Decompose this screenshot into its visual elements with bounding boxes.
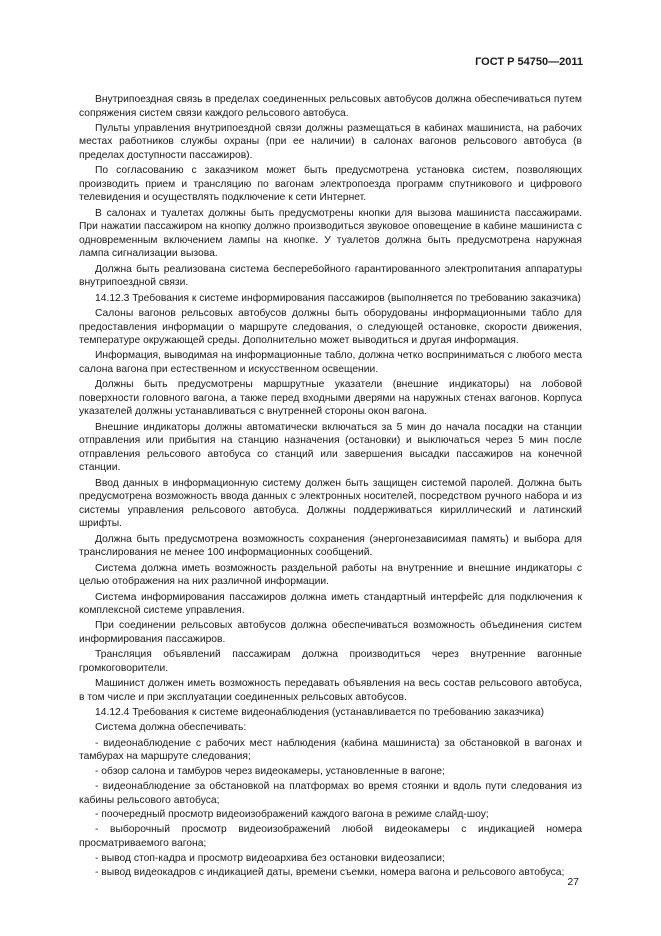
paragraph: Должны быть предусмотрены маршрутные указатели (внешние индикаторы) на лобовой поверхности головного вагона, а также перед входными дверями на наружных стенах вагонов. Корпуса указателей должны устанавливаться с внутренней стороны окон вагона.: [79, 379, 582, 418]
paragraph: Пульты управления внутрипоездной связи должны размещаться в кабинах машиниста, на рабочих местах работников службы охраны (при ее наличии) в салонах вагонов рельсового автобуса (в пределах доступности пассажиров).: [79, 122, 582, 161]
paragraph: Система должна обеспечивать:: [95, 722, 247, 734]
list-item: - поочередный просмотр видеоизображений каждого вагона в режиме слайд-шоу;: [95, 809, 489, 821]
paragraph: По согласованию с заказчиком может быть предусмотрена установка систем, позволяющих производить прием и трансляцию по вагонам электропоезда программ спутникового и цифрового телевидения и осуществлять подключение к сети Интернет.: [79, 165, 582, 204]
list-item: - выборочный просмотр видеоизображений любой видеокамеры с индикацией номера просматриваемого вагона;: [79, 824, 582, 849]
list-item: - обзор салона и тамбуров через видеокамеры, установленные в вагоне;: [95, 766, 445, 778]
section-heading: 14.12.3 Требования к системе информирования пассажиров (выполняется по требованию заказчика): [95, 292, 581, 304]
list-item: - видеонаблюдение за обстановкой на платформах во время стоянки и вдоль пути следования из кабины рельсового автобуса;: [79, 780, 582, 806]
document-header: ГОСТ Р 54750—2011: [475, 56, 583, 68]
section-heading: 14.12.4 Требования к системе видеонаблюдения (устанавливается по требованию заказчика): [95, 707, 545, 719]
paragraph: Ввод данных в информационную систему должен быть защищен системой паролей. Должна быть предусмотрена возможность ввода данных с электронных носителей, посредством ручного набора и из системы управления рельсового автобуса. Должны поддерживаться кириллический и латинский шрифты.: [79, 477, 582, 530]
paragraph: Трансляция объявлений пассажирам должна производиться через внутренние вагонные громкоговорители.: [79, 649, 582, 674]
list-item: - вывод стоп-кадра и просмотр видеоархива без остановки видеозаписи;: [95, 852, 445, 864]
document-body: [79, 93, 582, 881]
list-item: - видеонаблюдение с рабочих мест наблюдения (кабина машиниста) за обстановкой в вагонах и тамбурах на маршруте следования;: [79, 737, 582, 763]
paragraph: Внутрипоездная связь в пределах соединенных рельсовых автобусов должна обеспечиваться путем сопряжения систем связи каждого рельсового автобуса.: [79, 94, 582, 119]
list-item: - вывод видеокадров с индикацией даты, времени съемки, номера вагона и рельсового автобуса;: [95, 867, 565, 879]
paragraph: Система должна иметь возможность раздельной работы на внутренние и внешние индикаторы с целью отображения на них различной информации.: [79, 562, 582, 588]
page-number: 27: [567, 876, 579, 888]
paragraph: Салоны вагонов рельсовых автобусов должны быть оборудованы информационными табло для предоставления информации о маршруте следования, о следующей остановке, скорости движения, температуре окружающей среды. Дополнительно может выводиться и другая информация.: [79, 307, 582, 347]
paragraph: Должна быть реализована система бесперебойного гарантированного электропитания аппаратуры внутрипоездной связи.: [79, 263, 582, 289]
paragraph: В салонах и туалетах должны быть предусмотрены кнопки для вызова машиниста пассажирами. При нажатии пассажиром на кнопку должно производиться звуковое оповещение в кабине машиниста с одновременным включением лампы на кнопке. У туалетов должна быть предусмотрена наружная лампа сигнализации вызова.: [79, 207, 582, 260]
paragraph: Информация, выводимая на информационные табло, должна четко восприниматься с любого места салона вагона при естественном и искусственном освещении.: [79, 350, 582, 375]
paragraph: Внешние индикаторы должны автоматически включаться за 5 мин до начала посадки на станции отправления или прибытия на станцию назначения (остановки) и выключаться через 5 мин после отправления рельсового автобуса со станций или завершения высадки пассажиров на конечной станции.: [79, 421, 582, 474]
paragraph: При соединении рельсовых автобусов должна обеспечиваться возможность объединения систем информирования пассажиров.: [79, 620, 582, 645]
paragraph: Машинист должен иметь возможность передавать объявления на весь состав рельсового автобуса, в том числе и при эксплуатации соединенных рельсовых автобусов.: [79, 678, 582, 703]
paragraph: Система информирования пассажиров должна иметь стандартный интерфейс для подключения к комплексной системе управления.: [79, 591, 582, 617]
paragraph: Должна быть предусмотрена возможность сохранения (энергонезависимая память) и выбора для транслирования не менее 100 информационных сообщений.: [79, 533, 582, 559]
